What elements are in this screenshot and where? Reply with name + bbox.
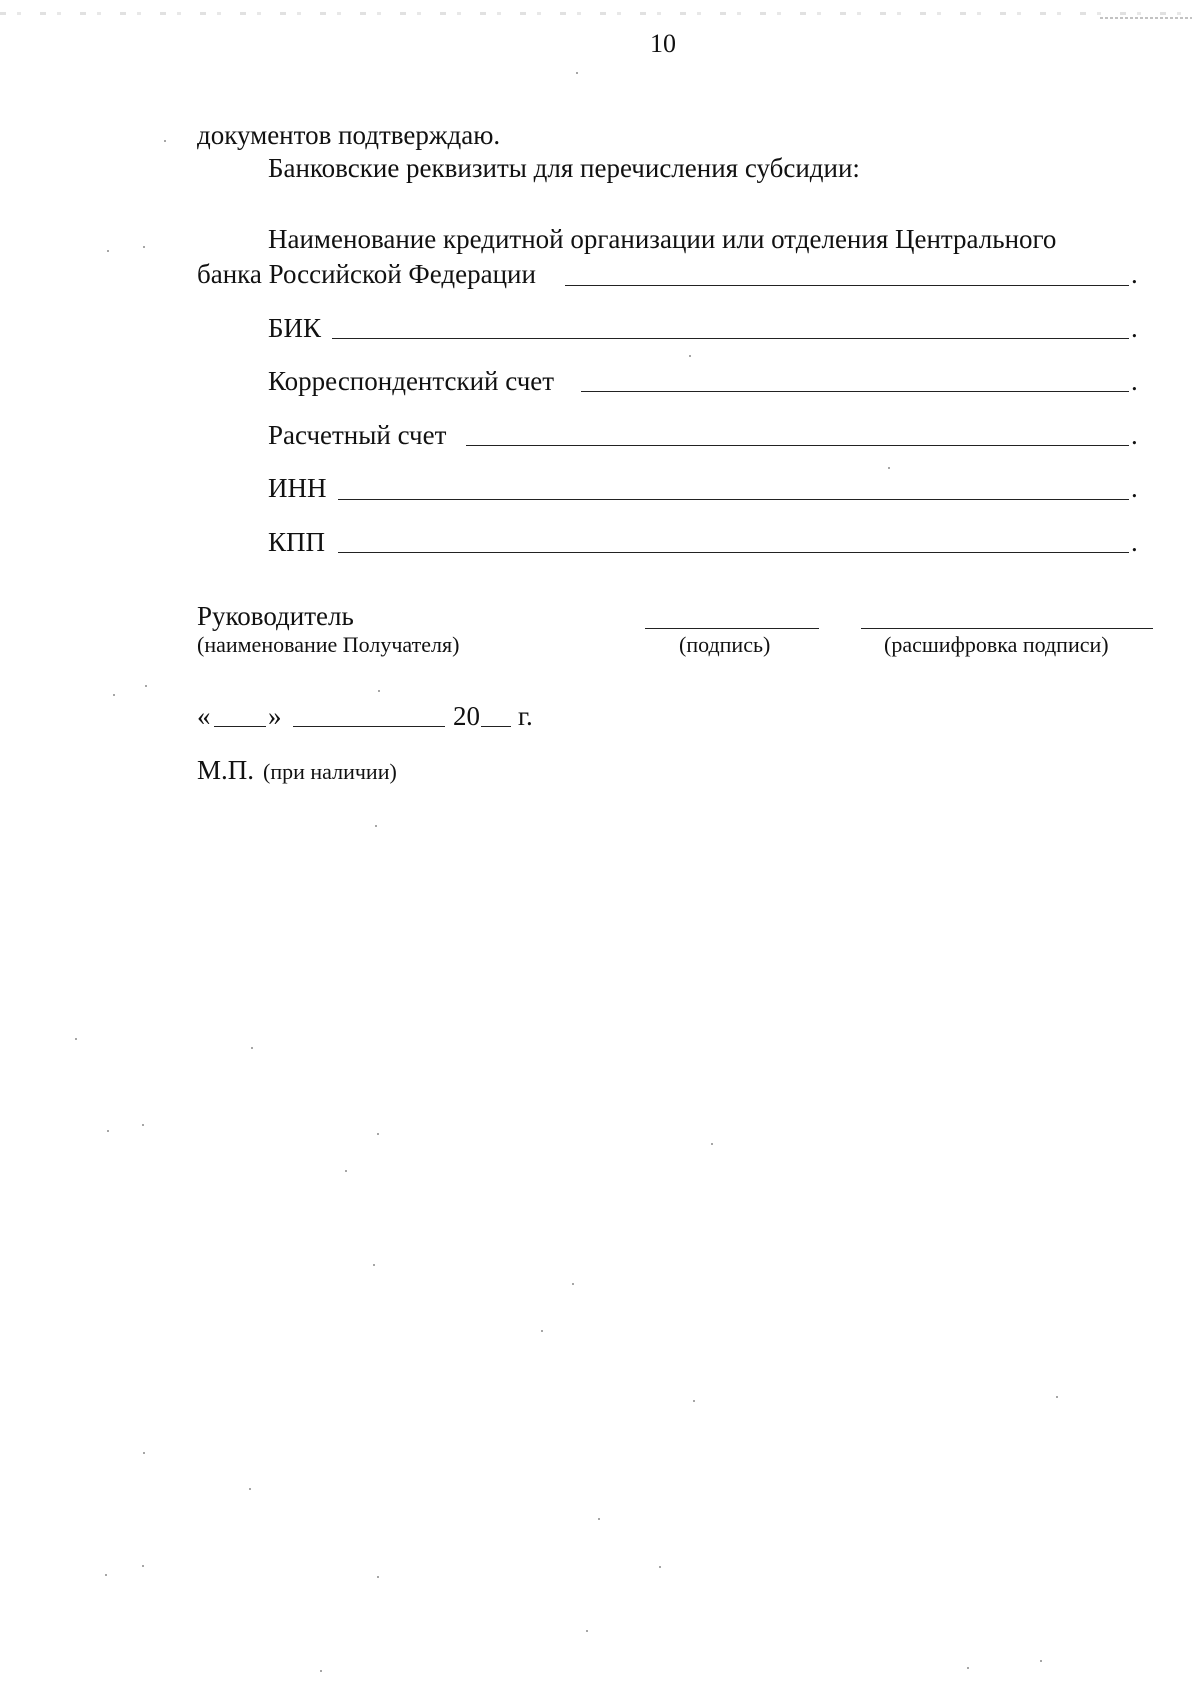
signature-decoding-caption: (расшифровка подписи) bbox=[884, 632, 1109, 657]
inn-field[interactable] bbox=[338, 499, 1129, 500]
inn-label: ИНН bbox=[268, 473, 327, 503]
signature-field[interactable] bbox=[645, 628, 819, 629]
scan-speck bbox=[576, 72, 578, 74]
scan-speck bbox=[373, 1264, 375, 1266]
field-terminator: . bbox=[1131, 527, 1138, 557]
corr-account-field[interactable] bbox=[581, 391, 1129, 392]
scan-speck bbox=[320, 1670, 322, 1672]
scan-speck bbox=[689, 355, 691, 357]
scan-speck bbox=[377, 1133, 379, 1135]
page-number: 10 bbox=[650, 29, 676, 58]
bank-name-field[interactable] bbox=[565, 285, 1129, 286]
scan-speck bbox=[377, 1576, 379, 1578]
stamp-note: (при наличии) bbox=[263, 759, 397, 784]
scan-speck bbox=[251, 1047, 253, 1049]
date-year-suffix: г. bbox=[518, 701, 533, 731]
scan-speck bbox=[378, 690, 380, 692]
scan-artifact bbox=[1100, 17, 1192, 19]
bank-name-label-line-2: банка Российской Федерации bbox=[197, 259, 536, 289]
kpp-label: КПП bbox=[268, 527, 326, 557]
scan-speck bbox=[1040, 1660, 1042, 1662]
corr-account-label: Корреспондентский счет bbox=[268, 366, 555, 396]
scan-speck bbox=[375, 825, 377, 827]
scan-speck bbox=[1056, 1396, 1058, 1398]
scan-speck bbox=[142, 1565, 144, 1567]
scan-speck bbox=[967, 1667, 969, 1669]
scan-speck bbox=[586, 1630, 588, 1632]
bank-name-label-line-1: Наименование кредитной организации или отделения Центрального bbox=[268, 224, 1057, 254]
field-terminator: . bbox=[1131, 473, 1138, 503]
field-terminator: . bbox=[1131, 366, 1138, 396]
scan-speck bbox=[659, 1566, 661, 1568]
date-year-field[interactable] bbox=[481, 726, 511, 727]
bik-label: БИК bbox=[268, 313, 322, 343]
signature-caption: (подпись) bbox=[679, 632, 771, 657]
date-close-quote: » bbox=[268, 701, 282, 731]
intro-line-2: Банковские реквизиты для перечисления субсидии: bbox=[268, 153, 860, 183]
field-terminator: . bbox=[1131, 420, 1138, 450]
scan-speck bbox=[105, 1574, 107, 1576]
field-terminator: . bbox=[1131, 313, 1138, 343]
scan-speck bbox=[345, 1170, 347, 1172]
scan-speck bbox=[143, 1452, 145, 1454]
kpp-field[interactable] bbox=[338, 552, 1129, 553]
scan-speck bbox=[145, 685, 147, 687]
scan-speck bbox=[107, 250, 109, 252]
intro-line-1: документов подтверждаю. bbox=[197, 120, 501, 150]
date-day-field[interactable] bbox=[214, 726, 266, 727]
scan-speck bbox=[541, 1330, 543, 1332]
field-terminator: . bbox=[1131, 259, 1138, 289]
scan-speck bbox=[693, 1400, 695, 1402]
head-label: Руководитель bbox=[197, 601, 354, 631]
scan-speck bbox=[888, 467, 890, 469]
date-open-quote: « bbox=[197, 701, 211, 731]
bik-field[interactable] bbox=[332, 338, 1129, 339]
scan-speck bbox=[107, 1130, 109, 1132]
scan-artifact bbox=[0, 12, 1200, 15]
scan-speck bbox=[572, 1283, 574, 1285]
scan-speck bbox=[143, 246, 145, 248]
signature-decoding-field[interactable] bbox=[861, 628, 1153, 629]
scan-speck bbox=[142, 1124, 144, 1126]
scan-speck bbox=[75, 1038, 77, 1040]
scan-speck bbox=[598, 1518, 600, 1520]
date-month-field[interactable] bbox=[293, 726, 445, 727]
recipient-name-caption: (наименование Получателя) bbox=[197, 632, 460, 657]
settlement-account-field[interactable] bbox=[466, 445, 1129, 446]
stamp-label: М.П. bbox=[197, 755, 255, 785]
date-year-prefix: 20 bbox=[453, 701, 480, 731]
scan-speck bbox=[711, 1143, 713, 1145]
settlement-account-label: Расчетный счет bbox=[268, 420, 447, 450]
scan-speck bbox=[113, 694, 115, 696]
scan-speck bbox=[164, 140, 166, 142]
scan-speck bbox=[249, 1488, 251, 1490]
